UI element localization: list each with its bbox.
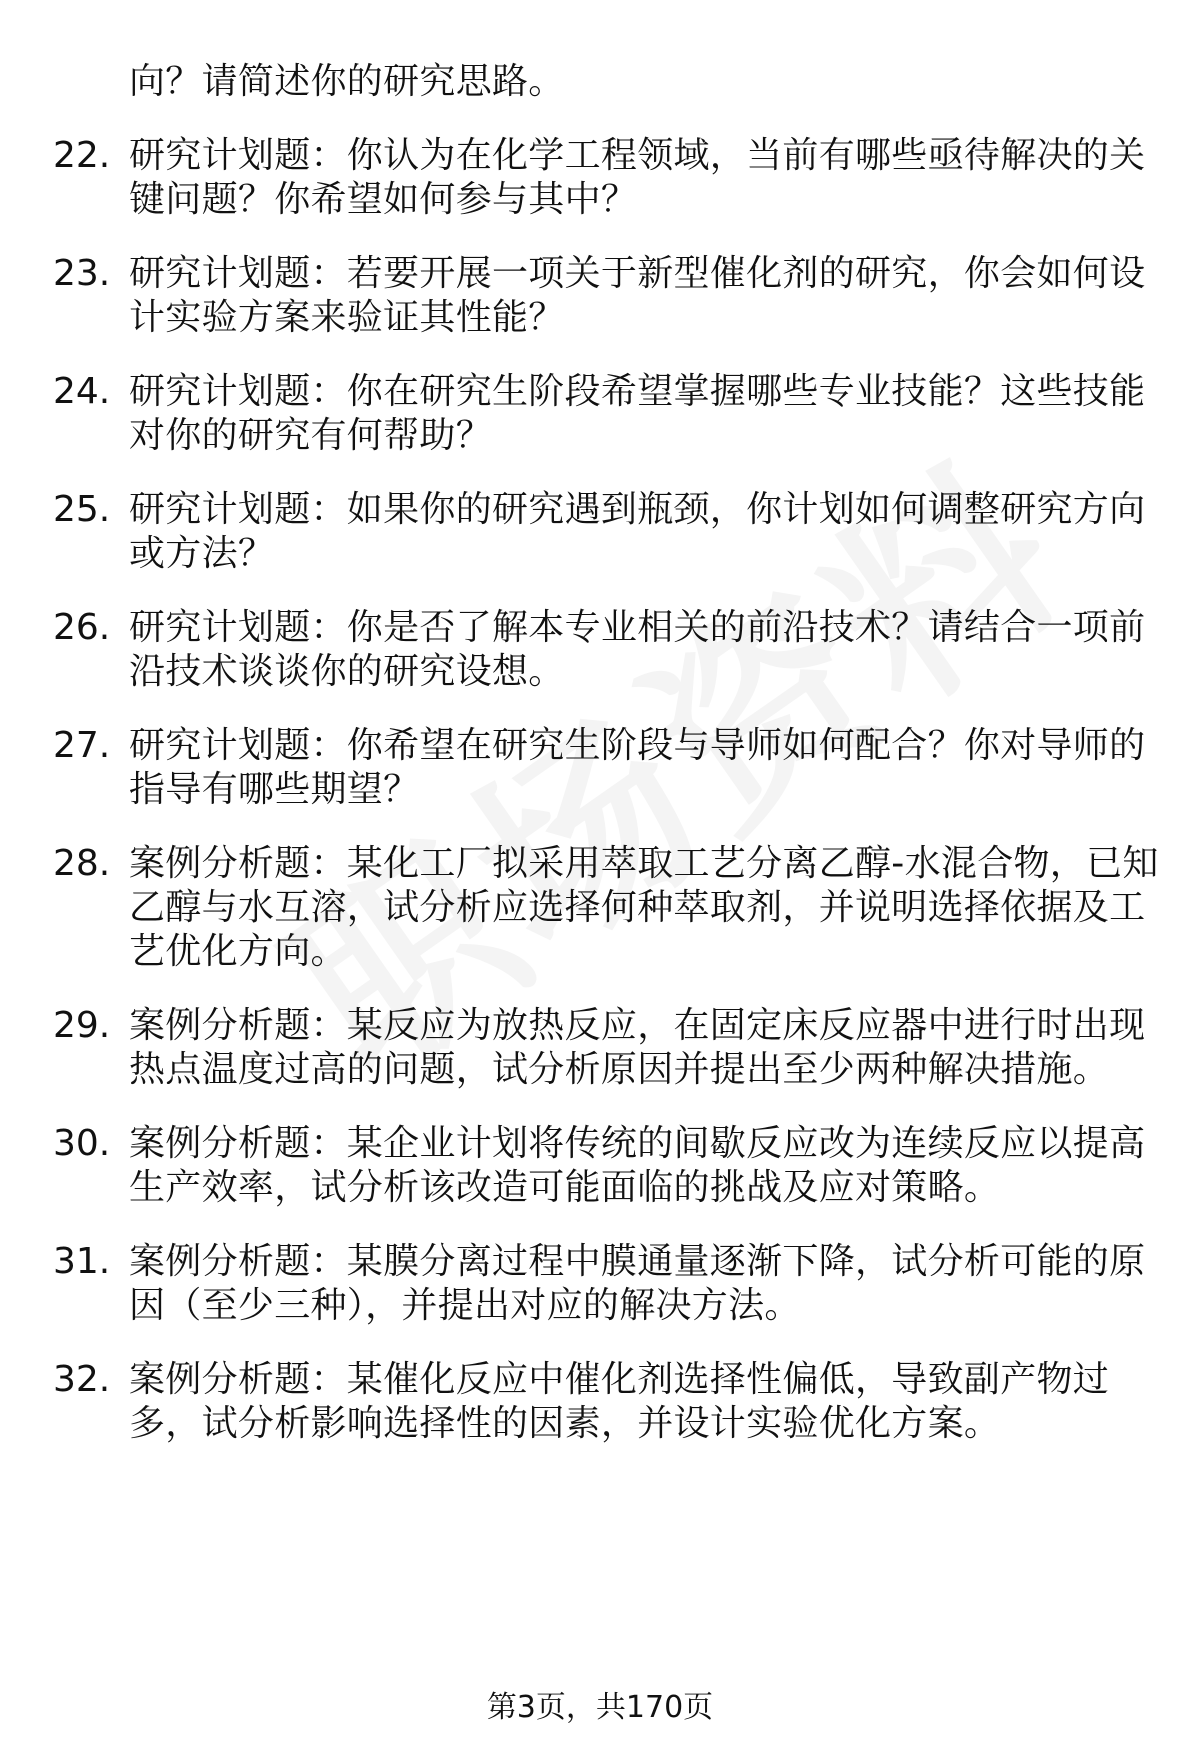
question-text-line: 键问题？你希望如何参与其中？ [129, 179, 638, 220]
question-text-line: 艺优化方向。 [129, 931, 347, 972]
question-number: 24. [53, 371, 111, 412]
question-text-line: 案例分析题：某膜分离过程中膜通量逐渐下降，试分析可能的原 [129, 1241, 1146, 1282]
question-text-line: 乙醇与水互溶，试分析应选择何种萃取剂，并说明选择依据及工 [129, 887, 1146, 928]
question-number: 31. [53, 1241, 111, 1282]
question-number: 23. [53, 253, 111, 294]
question-number: 28. [53, 843, 111, 884]
question-text-line: 计实验方案来验证其性能？ [129, 297, 565, 338]
question-number: 22. [53, 135, 111, 176]
question-text-line: 案例分析题：某化工厂拟采用萃取工艺分离乙醇-水混合物，已知 [129, 843, 1159, 884]
question-number: 27. [53, 725, 111, 766]
question-text-line: 案例分析题：某催化反应中催化剂选择性偏低，导致副产物过 [129, 1359, 1110, 1400]
question-number: 29. [53, 1005, 111, 1046]
question-text-line: 多，试分析影响选择性的因素，并设计实验优化方案。 [129, 1403, 1001, 1444]
continued-question-line: 向？请简述你的研究思路。 [129, 61, 565, 102]
question-text-line: 因（至少三种），并提出对应的解决方法。 [129, 1285, 801, 1326]
question-number: 32. [53, 1359, 111, 1400]
question-text-line: 生产效率，试分析该改造可能面临的挑战及应对策略。 [129, 1167, 1001, 1208]
question-text-line: 或方法？ [129, 533, 275, 574]
question-number: 25. [53, 489, 111, 530]
question-text-line: 研究计划题：你在研究生阶段希望掌握哪些专业技能？这些技能 [129, 371, 1146, 412]
question-text-line: 对你的研究有何帮助？ [129, 415, 493, 456]
question-text-line: 案例分析题：某企业计划将传统的间歇反应改为连续反应以提高 [129, 1123, 1146, 1164]
question-number: 30. [53, 1123, 111, 1164]
question-text-line: 案例分析题：某反应为放热反应，在固定床反应器中进行时出现 [129, 1005, 1146, 1046]
question-text-line: 研究计划题：你希望在研究生阶段与导师如何配合？你对导师的 [129, 725, 1146, 766]
question-text-line: 研究计划题：如果你的研究遇到瓶颈，你计划如何调整研究方向 [129, 489, 1146, 530]
question-text-line: 研究计划题：你是否了解本专业相关的前沿技术？请结合一项前 [129, 607, 1146, 648]
question-text-line: 指导有哪些期望？ [129, 769, 420, 810]
question-text-line: 研究计划题：若要开展一项关于新型催化剂的研究，你会如何设 [129, 253, 1146, 294]
question-text-line: 沿技术谈谈你的研究设想。 [129, 651, 565, 692]
question-text-line: 热点温度过高的问题，试分析原因并提出至少两种解决措施。 [129, 1049, 1110, 1090]
question-text-line: 研究计划题：你认为在化学工程领域，当前有哪些亟待解决的关 [129, 135, 1146, 176]
question-number: 26. [53, 607, 111, 648]
page-footer: 第3页，共170页 [486, 1690, 714, 1725]
